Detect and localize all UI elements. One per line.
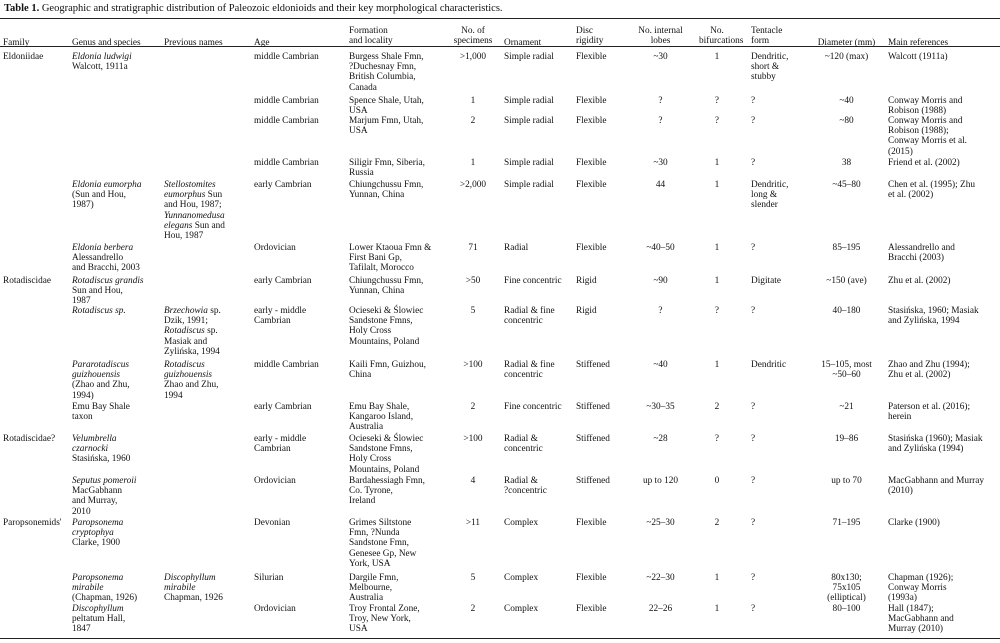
cell-ornament: Complex xyxy=(504,518,539,528)
cell-family: Rotadiscidae? xyxy=(3,434,56,444)
cell-genus xyxy=(72,276,144,307)
cell-specimens: 2 xyxy=(470,116,476,126)
species-authority: (Chapman, 1926) xyxy=(72,593,138,604)
previous-taxon-name: elegans xyxy=(164,220,193,231)
cell-bifurcations: 1 xyxy=(714,243,720,253)
species-authority: (Sun and Hou, xyxy=(72,190,126,201)
cell-diameter: ~120 (max) xyxy=(824,52,869,62)
cell-formation: Emu Bay Shale, Kangaroo Island, Australia xyxy=(349,402,414,433)
cell-bifurcations: 1 xyxy=(714,158,720,168)
column-header-tentacle: Tentacle form xyxy=(751,26,783,47)
column-header-rigidity: Disc rigidity xyxy=(576,26,604,47)
cell-lobes: ~40 xyxy=(653,360,668,370)
top-rule xyxy=(0,18,1000,19)
cell-lobes: 22–26 xyxy=(648,604,673,614)
previous-name-line: Hou, 1987 xyxy=(164,231,204,242)
species-name: Discophyllum xyxy=(72,604,124,614)
cell-formation: Ocieseki & Ślowiec Sandstone Fmns, Holy Cross Mountains, Poland xyxy=(349,434,424,475)
cell-lobes: ~25–30 xyxy=(646,518,675,528)
cell-specimens: 2 xyxy=(470,604,476,614)
cell-rigidity: Flexible xyxy=(576,116,607,126)
cell-tentacle: Dendritic, short & stubby xyxy=(751,52,789,83)
previous-taxon-name: Yunnanomedusa xyxy=(164,210,225,221)
previous-taxon-name: Discophyllum xyxy=(164,573,216,583)
cell-references: Hall (1847); MacGabhann and Murray (2010) xyxy=(888,604,954,635)
cell-bifurcations: 1 xyxy=(714,360,720,370)
previous-taxon-name: Stellostomites xyxy=(164,180,216,190)
cell-genus xyxy=(72,573,137,604)
previous-name-line xyxy=(164,211,225,221)
cell-lobes: up to 120 xyxy=(642,476,679,486)
cell-references: Zhao and Zhu (1994); Zhu et al. (2002) xyxy=(888,360,970,381)
species-name: mirabile xyxy=(72,583,104,594)
cell-diameter: ~45–80 xyxy=(832,180,861,190)
table-title: Geographic and stratigraphic distribution of Paleozoic eldonioids and their key morphological characteristics. xyxy=(41,3,503,14)
cell-genus xyxy=(72,180,141,211)
cell-genus xyxy=(72,476,136,517)
cell-ornament: Radial & fine concentric xyxy=(504,360,555,381)
cell-lobes: ~40–50 xyxy=(646,243,675,253)
cell-lobes: ? xyxy=(658,306,663,316)
cell-bifurcations: 0 xyxy=(714,476,720,486)
cell-diameter: up to 70 xyxy=(831,476,862,486)
cell-ornament: Radial & ?concentric xyxy=(504,476,547,497)
cell-references: MacGabhann and Murray (2010) xyxy=(888,476,985,497)
cell-age: early - middle Cambrian xyxy=(254,306,307,327)
cell-tentacle: Digitate xyxy=(751,276,781,286)
cell-lobes: ~30 xyxy=(653,52,668,62)
cell-ornament: Simple radial xyxy=(504,116,554,126)
cell-diameter: ~80 xyxy=(839,116,854,126)
cell-bifurcations: 1 xyxy=(714,604,720,614)
cell-specimens: >1,000 xyxy=(459,52,487,62)
cell-formation: Lower Ktaoua Fmn & First Bani Gp, Tafilalt, Morocco xyxy=(349,243,432,274)
previous-name-line: Zhao and Zhu, xyxy=(164,380,219,391)
cell-bifurcations: 1 xyxy=(714,573,720,583)
cell-tentacle: Dendritic xyxy=(751,360,787,370)
cell-age: middle Cambrian xyxy=(254,116,319,126)
previous-name-line xyxy=(164,360,205,370)
cell-age: Ordovician xyxy=(254,476,296,486)
species-authority: Sun and Hou, xyxy=(72,286,123,297)
cell-previous-names xyxy=(164,180,225,241)
cell-references: Paterson et al. (2016); herein xyxy=(888,402,971,423)
cell-bifurcations: ? xyxy=(714,116,720,126)
species-authority: Alessandrello xyxy=(72,253,124,264)
cell-specimens: 5 xyxy=(470,306,476,316)
cell-bifurcations: 1 xyxy=(714,180,720,190)
species-authority: (Zhao and Zhu, xyxy=(72,380,130,391)
cell-specimens: 1 xyxy=(470,96,476,106)
cell-rigidity: Flexible xyxy=(576,243,607,253)
cell-specimens: 71 xyxy=(468,243,478,253)
cell-previous-names xyxy=(164,360,218,401)
species-authority: Stasińska, 1960 xyxy=(72,454,131,465)
cell-diameter: ~21 xyxy=(839,402,854,412)
cell-tentacle: ? xyxy=(751,306,756,316)
cell-bifurcations: ? xyxy=(714,434,720,444)
cell-rigidity: Flexible xyxy=(576,96,607,106)
cell-tentacle: ? xyxy=(751,243,756,253)
cell-genus xyxy=(72,604,125,635)
cell-references: Stasińska, 1960; Masiak and Zylińska, 1994 xyxy=(888,306,979,327)
column-header-genus: Genus and species xyxy=(72,38,141,48)
species-name: Rotadiscus grandis xyxy=(72,276,144,286)
cell-ornament: Simple radial xyxy=(504,52,554,62)
cell-rigidity: Flexible xyxy=(576,518,607,528)
cell-age: early Cambrian xyxy=(254,180,312,190)
cell-references: Walcott (1911a) xyxy=(888,52,948,62)
species-authority: and Murray, xyxy=(72,496,118,507)
cell-diameter: ~40 xyxy=(839,96,854,106)
cell-genus xyxy=(72,518,123,549)
cell-rigidity: Stiffened xyxy=(576,360,610,370)
species-name: Seputus pomeroii xyxy=(72,476,137,486)
cell-references: Zhu et al. (2002) xyxy=(888,276,951,286)
previous-name-line: Chapman, 1926 xyxy=(164,593,223,604)
previous-taxon-name: Rotadiscus xyxy=(164,326,205,337)
cell-ornament: Fine concentric xyxy=(504,276,562,286)
cell-references: Stasińska (1960); Masiak and Zylińska (1994) xyxy=(888,434,983,455)
cell-diameter: 38 xyxy=(841,158,852,168)
cell-diameter: 40–180 xyxy=(832,306,861,316)
cell-specimens: 2 xyxy=(470,402,476,412)
species-authority: MacGabhann xyxy=(72,486,123,497)
cell-lobes: 44 xyxy=(655,180,666,190)
column-header-specimens: No. of specimens xyxy=(453,26,493,47)
species-authority: Clarke, 1900 xyxy=(72,538,121,549)
previous-name-line xyxy=(164,583,196,593)
cell-specimens: >2,000 xyxy=(459,180,487,190)
cell-age: early Cambrian xyxy=(254,276,312,286)
cell-age: middle Cambrian xyxy=(254,158,319,168)
cell-genus xyxy=(72,360,130,401)
cell-tentacle: ? xyxy=(751,402,756,412)
previous-name-line xyxy=(164,573,216,583)
species-name: Velumbrella xyxy=(72,434,117,444)
cell-bifurcations: ? xyxy=(714,306,720,316)
species-name: guizhouensis xyxy=(72,370,121,381)
cell-tentacle: ? xyxy=(751,573,756,583)
species-authority: Walcott, 1911a xyxy=(72,62,128,73)
species-authority: 1994) xyxy=(72,390,94,401)
cell-lobes: ? xyxy=(658,116,663,126)
cell-formation: Dargile Fmn, Melbourne, Australia xyxy=(349,573,399,604)
species-name: Pararotadiscus xyxy=(72,360,129,370)
cell-lobes: ~28 xyxy=(653,434,668,444)
cell-lobes: ~30 xyxy=(653,158,668,168)
column-header-previous: Previous names xyxy=(164,38,223,48)
cell-family: Rotadiscidae xyxy=(3,276,52,286)
cell-references: Conway Morris and Robison (1988) xyxy=(888,96,963,117)
cell-genus xyxy=(72,243,140,274)
cell-lobes: ~30–35 xyxy=(646,402,675,412)
cell-diameter: 71–195 xyxy=(832,518,861,528)
cell-references: Alessandrello and Bracchi (2003) xyxy=(888,243,955,264)
cell-formation: Grimes Siltstone Fmn, ?Nunda Sandstone Fmn, Genesee Gp, New York, USA xyxy=(349,518,417,569)
cell-tentacle: ? xyxy=(751,96,756,106)
previous-taxon-name: eumorphus xyxy=(164,190,206,201)
column-header-diameter: Diameter (mm) xyxy=(817,38,876,48)
cell-ornament: Simple radial xyxy=(504,180,554,190)
cell-lobes: ~90 xyxy=(653,276,668,286)
species-authority: peltatum Hall, xyxy=(72,614,126,625)
cell-age: middle Cambrian xyxy=(254,52,319,62)
cell-specimens: >100 xyxy=(463,360,483,370)
cell-tentacle: ? xyxy=(751,604,756,614)
column-header-formation: Formation and locality xyxy=(349,26,393,47)
cell-rigidity: Flexible xyxy=(576,52,607,62)
cell-rigidity: Rigid xyxy=(576,276,597,286)
cell-references: Chapman (1926); Conway Morris (1993a) xyxy=(888,573,954,604)
column-header-ornament: Ornament xyxy=(504,38,542,48)
species-name: Rotadiscus sp. xyxy=(72,306,126,316)
previous-taxon-name: Rotadiscus xyxy=(164,360,205,370)
species-authority: 1987) xyxy=(72,200,94,211)
previous-name-line: Zylińska, 1994 xyxy=(164,346,220,357)
cell-age: middle Cambrian xyxy=(254,96,319,106)
cell-rigidity: Flexible xyxy=(576,604,607,614)
previous-name-line xyxy=(164,180,216,190)
species-name: Paropsonema xyxy=(72,518,124,528)
cell-rigidity: Flexible xyxy=(576,158,607,168)
cell-tentacle: ? xyxy=(751,116,756,126)
cell-diameter: 15–105, most ~50–60 xyxy=(821,360,872,381)
cell-specimens: 1 xyxy=(470,158,476,168)
cell-diameter: 19–86 xyxy=(834,434,859,444)
species-name: cryptophya xyxy=(72,528,114,539)
column-header-references: Main references xyxy=(888,38,949,48)
cell-age: Ordovician xyxy=(254,604,296,614)
cell-specimens: 4 xyxy=(470,476,476,486)
cell-formation: Troy Frontal Zone, Troy, New York, USA xyxy=(349,604,420,635)
cell-lobes: ? xyxy=(658,96,663,106)
cell-references: Chen et al. (1995); Zhu et al. (2002) xyxy=(888,180,976,201)
previous-name-line: Brzechowia sp. xyxy=(164,306,221,316)
cell-genus xyxy=(72,402,130,422)
previous-taxon-name: Brzechowia xyxy=(164,306,208,316)
cell-ornament: Complex xyxy=(504,573,539,583)
cell-bifurcations: 1 xyxy=(714,52,720,62)
cell-diameter: 85–195 xyxy=(832,243,861,253)
cell-family: Paropsonemids' xyxy=(3,518,62,528)
cell-references: Clarke (1900) xyxy=(888,518,940,528)
species-name: Eldonia ludwigi xyxy=(72,52,132,62)
cell-references: Friend et al. (2002) xyxy=(888,158,960,168)
previous-taxon-name: mirabile xyxy=(164,583,196,594)
cell-diameter: 80x130; 75x105 (elliptical) xyxy=(827,573,866,604)
cell-rigidity: Flexible xyxy=(576,180,607,190)
species-name: czarnocki xyxy=(72,444,109,455)
cell-ornament: Simple radial xyxy=(504,96,554,106)
cell-specimens: 5 xyxy=(470,573,476,583)
cell-tentacle: ? xyxy=(751,158,756,168)
cell-formation: Bardahessiagh Fmn, Co. Tyrone, Ireland xyxy=(349,476,425,507)
cell-formation: Spence Shale, Utah, USA xyxy=(349,96,424,117)
table-label: Table 1. xyxy=(4,3,40,14)
previous-name-line: Masiak and xyxy=(164,336,208,347)
column-header-family: Family xyxy=(3,38,30,48)
species-authority: and Bracchi, 2003 xyxy=(72,263,140,274)
cell-bifurcations: 2 xyxy=(714,518,720,528)
species-authority: 1987 xyxy=(72,296,91,307)
species-name: Paropsonema xyxy=(72,573,124,583)
cell-rigidity: Stiffened xyxy=(576,402,610,412)
previous-name-line xyxy=(164,370,212,380)
cell-rigidity: Stiffened xyxy=(576,476,610,486)
species-authority: taxon xyxy=(72,412,93,423)
cell-genus xyxy=(72,434,130,465)
cell-ornament: Radial xyxy=(504,243,529,253)
cell-previous-names xyxy=(164,573,223,604)
cell-rigidity: Stiffened xyxy=(576,434,610,444)
previous-name-line: Dzik, 1991; xyxy=(164,316,208,327)
cell-genus xyxy=(72,306,126,316)
cell-age: early - middle Cambrian xyxy=(254,434,307,455)
cell-tentacle: ? xyxy=(751,434,756,444)
cell-specimens: >11 xyxy=(465,518,481,528)
cell-formation: Kaili Fmn, Guizhou, China xyxy=(349,360,426,381)
cell-age: Devonian xyxy=(254,518,291,528)
cell-formation: Ocieseki & Ślowiec Sandstone Fmns, Holy Cross Mountains, Poland xyxy=(349,306,424,347)
cell-formation: Chiungchussu Fmn, Yunnan, China xyxy=(349,180,424,201)
cell-age: early Cambrian xyxy=(254,402,312,412)
cell-formation: Marjum Fmn, Utah, USA xyxy=(349,116,424,137)
previous-name-line: and Hou, 1987; xyxy=(164,200,222,211)
cell-family: Eldoniidae xyxy=(3,52,44,62)
species-authority: 1847 xyxy=(72,624,91,635)
cell-age: middle Cambrian xyxy=(254,360,319,370)
cell-previous-names xyxy=(164,306,221,357)
previous-taxon-name: guizhouensis xyxy=(164,370,213,381)
cell-ornament: Fine concentric xyxy=(504,402,562,412)
cell-age: Ordovician xyxy=(254,243,296,253)
bottom-rule xyxy=(0,638,1000,639)
cell-tentacle: Dendritic, long & slender xyxy=(751,180,789,211)
cell-diameter: ~150 (ave) xyxy=(826,276,867,286)
cell-ornament: Radial & concentric xyxy=(504,434,543,455)
cell-lobes: ~22–30 xyxy=(646,573,675,583)
cell-ornament: Complex xyxy=(504,604,539,614)
cell-references: Conway Morris and Robison (1988); Conway Morris et al. (2015) xyxy=(888,116,968,157)
cell-ornament: Simple radial xyxy=(504,158,554,168)
cell-formation: Siligir Fmn, Siberia, Russia xyxy=(349,158,425,179)
cell-tentacle: ? xyxy=(751,518,756,528)
cell-rigidity: Flexible xyxy=(576,573,607,583)
cell-diameter: 80–100 xyxy=(832,604,861,614)
species-authority: 2010 xyxy=(72,506,91,517)
previous-name-line: 1994 xyxy=(164,390,183,401)
cell-age: Silurian xyxy=(254,573,284,583)
species-authority: Emu Bay Shale xyxy=(72,402,130,412)
previous-name-line: elegans Sun and xyxy=(164,220,225,231)
species-name: Eldonia eumorpha xyxy=(72,180,142,190)
cell-genus xyxy=(72,52,132,72)
table-caption xyxy=(4,3,503,15)
cell-bifurcations: 1 xyxy=(714,276,720,286)
species-name: Eldonia berbera xyxy=(72,243,134,253)
cell-specimens: >100 xyxy=(463,434,483,444)
cell-bifurcations: ? xyxy=(714,96,720,106)
cell-ornament: Radial & fine concentric xyxy=(504,306,555,327)
cell-specimens: >50 xyxy=(465,276,481,286)
cell-rigidity: Rigid xyxy=(576,306,597,316)
cell-formation: Chiungchussu Fmn, Yunnan, China xyxy=(349,276,424,297)
column-header-lobes: No. internal lobes xyxy=(638,26,683,47)
previous-name-line: eumorphus Sun xyxy=(164,190,223,201)
cell-bifurcations: 2 xyxy=(714,402,720,412)
column-header-bifurcations: No. bifurcations xyxy=(699,26,744,47)
previous-name-line: Rotadiscus sp. xyxy=(164,326,218,337)
column-header-age: Age xyxy=(254,38,270,48)
cell-formation: Burgess Shale Fmn, ?Duchesnay Fmn, British Columbia, Canada xyxy=(349,52,424,93)
cell-tentacle: ? xyxy=(751,476,756,486)
